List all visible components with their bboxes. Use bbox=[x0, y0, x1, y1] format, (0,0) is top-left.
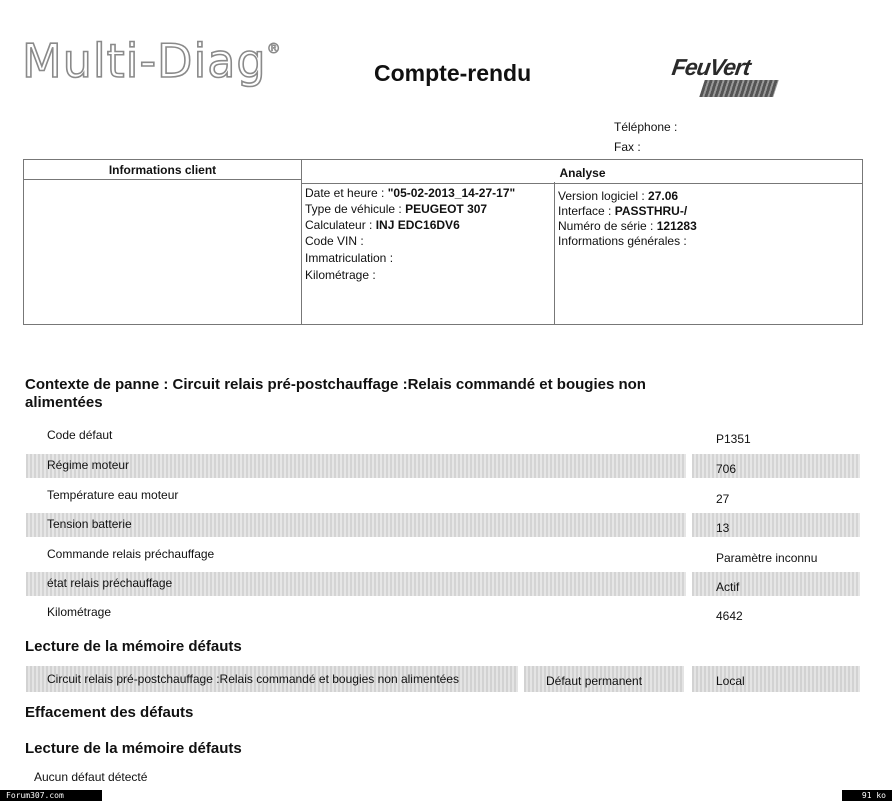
no-fault-text: Aucun défaut détecté bbox=[34, 770, 148, 784]
memory-read-title: Lecture de la mémoire défauts bbox=[25, 638, 242, 655]
parameter-value: 27 bbox=[716, 492, 730, 506]
multi-diag-logo: Multi-Diag® bbox=[22, 34, 282, 88]
parameter-label: Kilométrage bbox=[47, 605, 112, 619]
vehicle-date: Date et heure : "05-02-2013_14-27-17" bbox=[305, 186, 516, 200]
parameter-label: Code défaut bbox=[47, 428, 113, 442]
parameter-value: 706 bbox=[716, 462, 737, 476]
parameter-row bbox=[26, 511, 860, 540]
parameter-value: 4642 bbox=[716, 609, 743, 623]
fault-type: Local bbox=[716, 674, 745, 688]
fault-row bbox=[26, 666, 860, 694]
context-title-line1: Contexte de panne : Circuit relais pré-postchauffage :Relais commandé et bougies non bbox=[25, 376, 646, 393]
column-divider bbox=[301, 160, 302, 324]
header-divider bbox=[301, 183, 862, 184]
footer-size: 91 ko bbox=[842, 790, 892, 801]
parameter-row bbox=[26, 599, 860, 628]
vehicle-ecu: Calculateur : INJ EDC16DV6 bbox=[305, 218, 460, 232]
software-version: Version logiciel : 27.06 bbox=[558, 189, 679, 203]
parameter-value: P1351 bbox=[716, 432, 751, 446]
header-divider bbox=[24, 179, 301, 180]
vehicle-type: Type de véhicule : PEUGEOT 307 bbox=[305, 202, 488, 216]
fault-description: Circuit relais pré-postchauffage :Relais commandé et bougies non alimentées bbox=[47, 672, 460, 686]
interface: Interface : PASSTHRU-/ bbox=[558, 204, 688, 218]
footer-source: Forum307.com bbox=[0, 790, 102, 801]
info-table bbox=[23, 159, 863, 325]
parameter-row bbox=[26, 570, 860, 599]
vehicle-mileage: Kilométrage : bbox=[305, 268, 376, 282]
context-title-line2: alimentées bbox=[25, 394, 103, 411]
memory-read-title-2: Lecture de la mémoire défauts bbox=[25, 740, 242, 757]
footer-bar bbox=[0, 790, 892, 801]
vehicle-vin: Code VIN : bbox=[305, 234, 364, 248]
feu-vert-logo-stripe bbox=[699, 80, 779, 97]
erase-title: Effacement des défauts bbox=[25, 704, 194, 721]
telephone-label: Téléphone : bbox=[614, 120, 678, 134]
page-title: Compte-rendu bbox=[374, 60, 532, 86]
general-info: Informations générales : bbox=[558, 234, 687, 248]
feu-vert-logo-text: FeuVert bbox=[670, 54, 752, 80]
parameter-row bbox=[26, 452, 860, 481]
fax-label: Fax : bbox=[614, 140, 641, 154]
parameter-value: Actif bbox=[716, 580, 740, 594]
analysis-header: Analyse bbox=[559, 166, 606, 180]
parameter-row bbox=[26, 422, 860, 451]
fault-status: Défaut permanent bbox=[546, 674, 643, 688]
serial-number: Numéro de série : 121283 bbox=[558, 219, 697, 233]
parameter-label: Régime moteur bbox=[47, 458, 130, 472]
parameter-label: Température eau moteur bbox=[47, 488, 179, 502]
parameter-label: Tension batterie bbox=[47, 517, 132, 531]
parameter-row bbox=[26, 482, 860, 511]
client-info-header: Informations client bbox=[108, 163, 217, 177]
parameter-value: Paramètre inconnu bbox=[716, 551, 818, 565]
vehicle-registration: Immatriculation : bbox=[305, 251, 394, 265]
column-divider bbox=[554, 182, 555, 324]
parameter-label: Commande relais préchauffage bbox=[47, 547, 215, 561]
feu-vert-logo bbox=[662, 54, 780, 100]
parameter-value: 13 bbox=[716, 521, 730, 535]
parameter-label: état relais préchauffage bbox=[47, 576, 173, 590]
parameter-row bbox=[26, 541, 860, 570]
